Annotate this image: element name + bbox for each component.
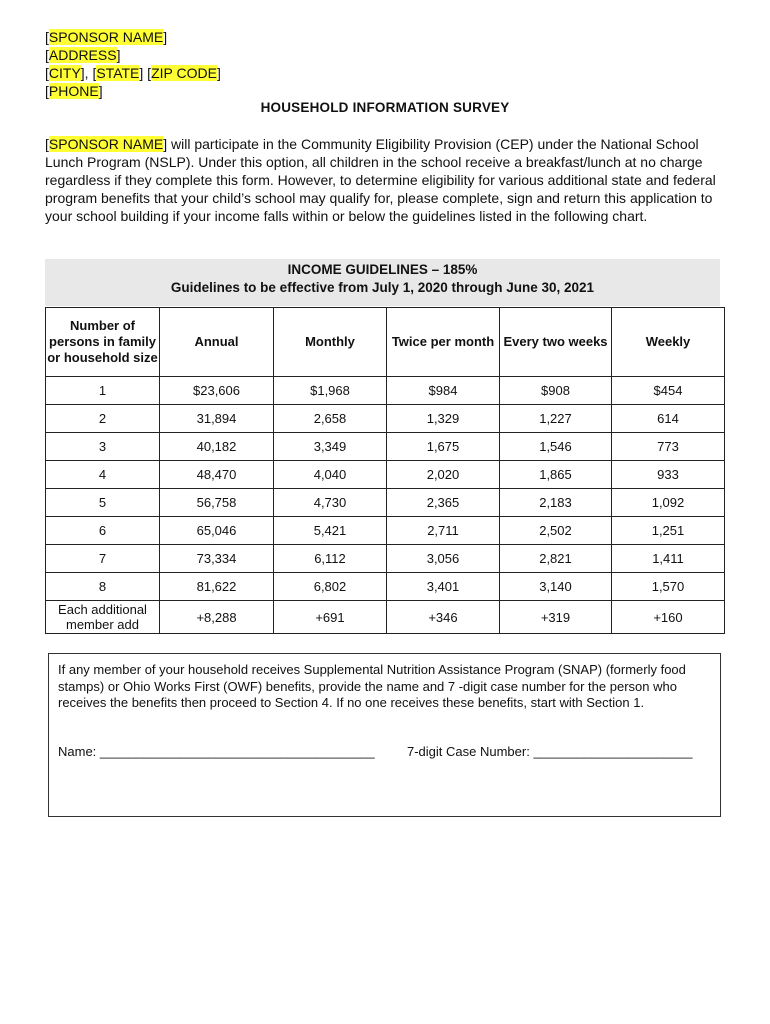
phone-line: [PHONE] — [45, 83, 103, 99]
table-row — [46, 573, 725, 601]
table-row — [46, 545, 725, 573]
table-cell: 1,227 — [500, 405, 612, 433]
table-cell: 4,730 — [274, 489, 387, 517]
income-guidelines-heading: INCOME GUIDELINES – 185% — [287, 262, 478, 277]
table-cell: $454 — [612, 377, 725, 405]
income-guidelines-table — [45, 307, 725, 634]
table-cell: $984 — [387, 377, 500, 405]
table-cell: 6 — [46, 517, 160, 545]
table-cell: 40,182 — [160, 433, 274, 461]
table-cell: 5 — [46, 489, 160, 517]
table-cell: 1,865 — [500, 461, 612, 489]
table-cell: 81,622 — [160, 573, 274, 601]
intro-sponsor-name: SPONSOR NAME — [48, 136, 164, 152]
name-field[interactable]: Name: ______________________________________ — [58, 744, 375, 759]
income-guidelines-subheading: Guidelines to be effective from July 1, 2020 through June 30, 2021 — [170, 280, 595, 295]
column-header: Twice per month — [387, 308, 500, 377]
column-header: Annual — [160, 308, 274, 377]
table-cell: 2,183 — [500, 489, 612, 517]
table-cell: $23,606 — [160, 377, 274, 405]
income-guidelines-header — [45, 259, 720, 306]
table-cell: 4 — [46, 461, 160, 489]
city-placeholder: CITY — [48, 65, 81, 81]
intro-text: will participate in the Community Eligibility Provision (CEP) under the National School Lunch Program (NSLP). Under this option, all children in the school receive a breakfast/lunch at no charge regardless if they complete this form. However, to determine eligibility for various additional state and federal program benefits that your child’s school may qualify for, please complete, sign and return this application to your school building if your income falls within or below the guidelines listed in the following chart. — [45, 136, 716, 224]
table-cell: Each additional member add — [46, 601, 160, 634]
table-cell: 2,821 — [500, 545, 612, 573]
table-cell: 65,046 — [160, 517, 274, 545]
phone-placeholder: PHONE — [48, 83, 99, 99]
table-cell: +319 — [500, 601, 612, 634]
table-cell: 8 — [46, 573, 160, 601]
table-cell: 3,056 — [387, 545, 500, 573]
sponsor-address-block — [45, 28, 221, 100]
table-cell: 614 — [612, 405, 725, 433]
table-row — [46, 405, 725, 433]
table-cell: 2,502 — [500, 517, 612, 545]
table-cell: 933 — [612, 461, 725, 489]
table-cell: +8,288 — [160, 601, 274, 634]
address-line: [ADDRESS] — [45, 47, 121, 63]
snap-owf-box — [48, 653, 721, 817]
table-row — [46, 461, 725, 489]
sponsor-name-line: [SPONSOR NAME] — [45, 29, 168, 45]
table-cell: $1,968 — [274, 377, 387, 405]
table-cell: 3,140 — [500, 573, 612, 601]
table-row — [46, 601, 725, 634]
city-state-zip-line: [CITY], [STATE] [ZIP CODE] — [45, 65, 221, 81]
page-title: HOUSEHOLD INFORMATION SURVEY — [260, 100, 510, 115]
table-cell: 3,349 — [274, 433, 387, 461]
table-cell: 5,421 — [274, 517, 387, 545]
table-cell: 2,658 — [274, 405, 387, 433]
column-header: Number of persons in family or household size — [46, 308, 160, 377]
table-cell: 1,329 — [387, 405, 500, 433]
table-cell: +160 — [612, 601, 725, 634]
table-cell: 2,020 — [387, 461, 500, 489]
table-cell: +346 — [387, 601, 500, 634]
table-cell: 4,040 — [274, 461, 387, 489]
table-cell: 1 — [46, 377, 160, 405]
sponsor-name-placeholder: SPONSOR NAME — [48, 29, 164, 45]
table-cell: 31,894 — [160, 405, 274, 433]
table-cell: 2 — [46, 405, 160, 433]
table-cell: 3,401 — [387, 573, 500, 601]
table-row — [46, 517, 725, 545]
table-cell: 56,758 — [160, 489, 274, 517]
table-cell: 1,675 — [387, 433, 500, 461]
column-header: Monthly — [274, 308, 387, 377]
table-cell: 1,546 — [500, 433, 612, 461]
table-cell: 73,334 — [160, 545, 274, 573]
intro-paragraph: [SPONSOR NAME] will participate in the Community Eligibility Provision (CEP) under the National School Lunch Program (NSLP). Under this option, all children in the school receive a breakfast/lunch at no charge regardless if they complete this form. However, to determine eligibility for various additional state and federal program benefits that your child’s school may qualify for, please complete, sign and return this application to your school building if your income falls within or below the guidelines listed in the following chart. — [45, 136, 716, 224]
table-cell: 1,411 — [612, 545, 725, 573]
table-cell: +691 — [274, 601, 387, 634]
table-header-row — [46, 308, 725, 377]
snap-instructions: If any member of your household receives Supplemental Nutrition Assistance Program (SNAP) (formerly food stamps) or Ohio Works First (OWF) benefits, provide the name and 7 -digit case number for the person who receives the benefits then proceed to Section 4. If no one receives these benefits, start with Section 1. — [58, 662, 686, 710]
table-cell: 1,092 — [612, 489, 725, 517]
column-header: Weekly — [612, 308, 725, 377]
table-cell: 1,570 — [612, 573, 725, 601]
column-header: Every two weeks — [500, 308, 612, 377]
case-number-field[interactable]: 7-digit Case Number: ______________________ — [407, 744, 693, 759]
state-placeholder: STATE — [96, 65, 140, 81]
table-cell: 2,711 — [387, 517, 500, 545]
table-row — [46, 433, 725, 461]
table-cell: $908 — [500, 377, 612, 405]
table-cell: 3 — [46, 433, 160, 461]
table-cell: 2,365 — [387, 489, 500, 517]
zip-placeholder: ZIP CODE — [151, 65, 217, 81]
address-placeholder: ADDRESS — [48, 47, 117, 63]
table-cell: 6,112 — [274, 545, 387, 573]
table-row — [46, 489, 725, 517]
table-cell: 7 — [46, 545, 160, 573]
table-cell: 48,470 — [160, 461, 274, 489]
table-cell: 773 — [612, 433, 725, 461]
table-cell: 1,251 — [612, 517, 725, 545]
table-row — [46, 377, 725, 405]
table-cell: 6,802 — [274, 573, 387, 601]
